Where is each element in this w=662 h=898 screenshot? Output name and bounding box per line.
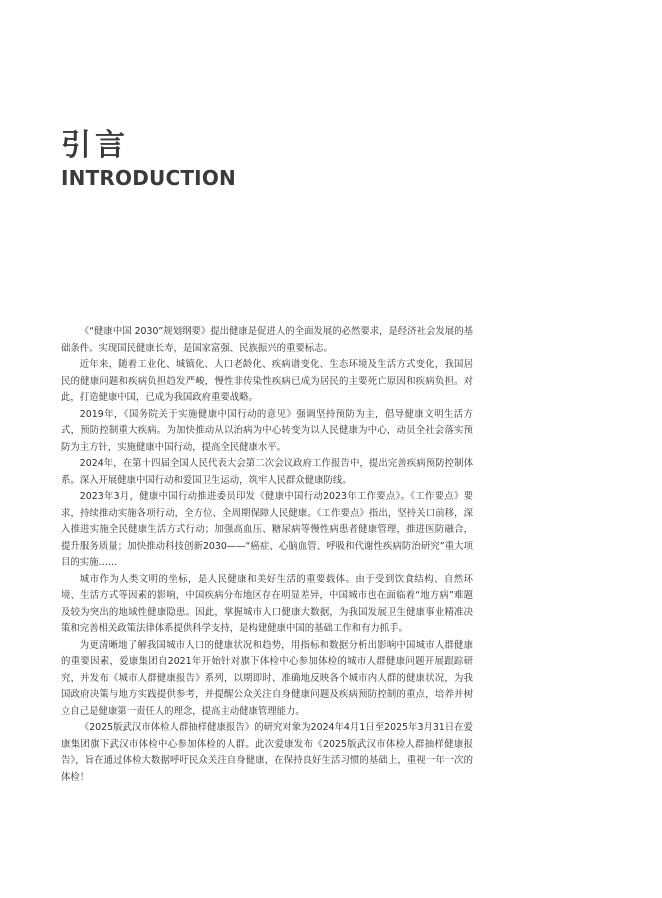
- paragraph-7: 为更清晰地了解我国城市人口的健康状况和趋势，用指标和数据分析出影响中国城市人群健康的重要因素，爱康集团自2021年开始针对旗下体检中心参加体检的城市人群健康问题开展跟踪研究，并发布《城市人群健康报告》系列，以期即时、准确地反映各个城市内人群的健康状况，为我国政府决策与地方实践提供参考，并提醒公众关注自身健康问题及疾病预防控制的重点，培养并树立自己是健康第一责任人的理念，提高主动健康管理能力。: [61, 639, 473, 717]
- paragraph-1: 《“健康中国 2030”规划纲要》提出健康是促进人的全面发展的必然要求，是经济社会发展的基础条件。实现国民健康长寿，是国家富强、民族振兴的重要标志。: [61, 326, 473, 354]
- paragraph-3: 2019年，《国务院关于实施健康中国行动的意见》强调坚持预防为主，倡导健康文明生活方式，预防控制重大疾病。为加快推动从以治病为中心转变为以人民健康为中心，动员全社会落实预防为主方针，实施健康中国行动，提高全民健康水平。: [61, 408, 473, 453]
- paragraph-2: 近年来，随着工业化、城镇化、人口老龄化、疾病谱变化、生态环境及生活方式变化，我国居民的健康问题和疾病负担趋发严峻，慢性非传染性疾病已成为居民的主要死亡原因和疾病负担。对此，打造健康中国，已成为我国政府重要战略。: [61, 359, 473, 403]
- paragraph-8: 《2025版武汉市体检人群抽样健康报告》的研究对象为2024年4月1日至2025年3月31日在爱康集团旗下武汉市体检中心参加体检的人群。此次爱康发布《2025版武汉市体检人群抽样健康报告》，旨在通过体检大数据呼吁民众关注自身健康，在保持良好生活习惯的基础上，重视一年一次的体检！: [61, 722, 473, 783]
- page-subtitle: INTRODUCTION: [61, 166, 236, 190]
- introduction-body: [61, 324, 473, 786]
- paragraph-5: 2023年3月，健康中国行动推进委员印发《健康中国行动2023年工作要点》。《工作要点》要求，持续推动实施各项行动，全方位、全周期保障人民健康。《工作要点》指出，坚持关口前移，深入推进实施全民健康生活方式行动；加强高血压、糖尿病等慢性病患者健康管理，推进医防融合，提升服务质量；加快推动科技创新2030——“癌症、心脑血管、呼吸和代谢性疾病防治研究”重大项目的实施……: [61, 491, 473, 568]
- page-title: 引言: [61, 128, 129, 163]
- paragraph-6: 城市作为人类文明的坐标，是人民健康和美好生活的重要载体。由于受到饮食结构、自然环境、生活方式等因素的影响，中国疾病分布地区存在明显差异，中国城市也在面临着“地方病”难题及较为突出的地域性健康隐患。因此，掌握城市人口健康大数据，为我国发展卫生健康事业精准决策和完善相关政策法律体系提供科学支持，是构建健康中国的基础工作和有力抓手。: [61, 573, 473, 634]
- paragraph-4: 2024年，在第十四届全国人民代表大会第二次会议政府工作报告中，提出完善疾病预防控制体系。深入开展健康中国行动和爱国卫生运动，筑牢人民群众健康防线。: [61, 458, 473, 486]
